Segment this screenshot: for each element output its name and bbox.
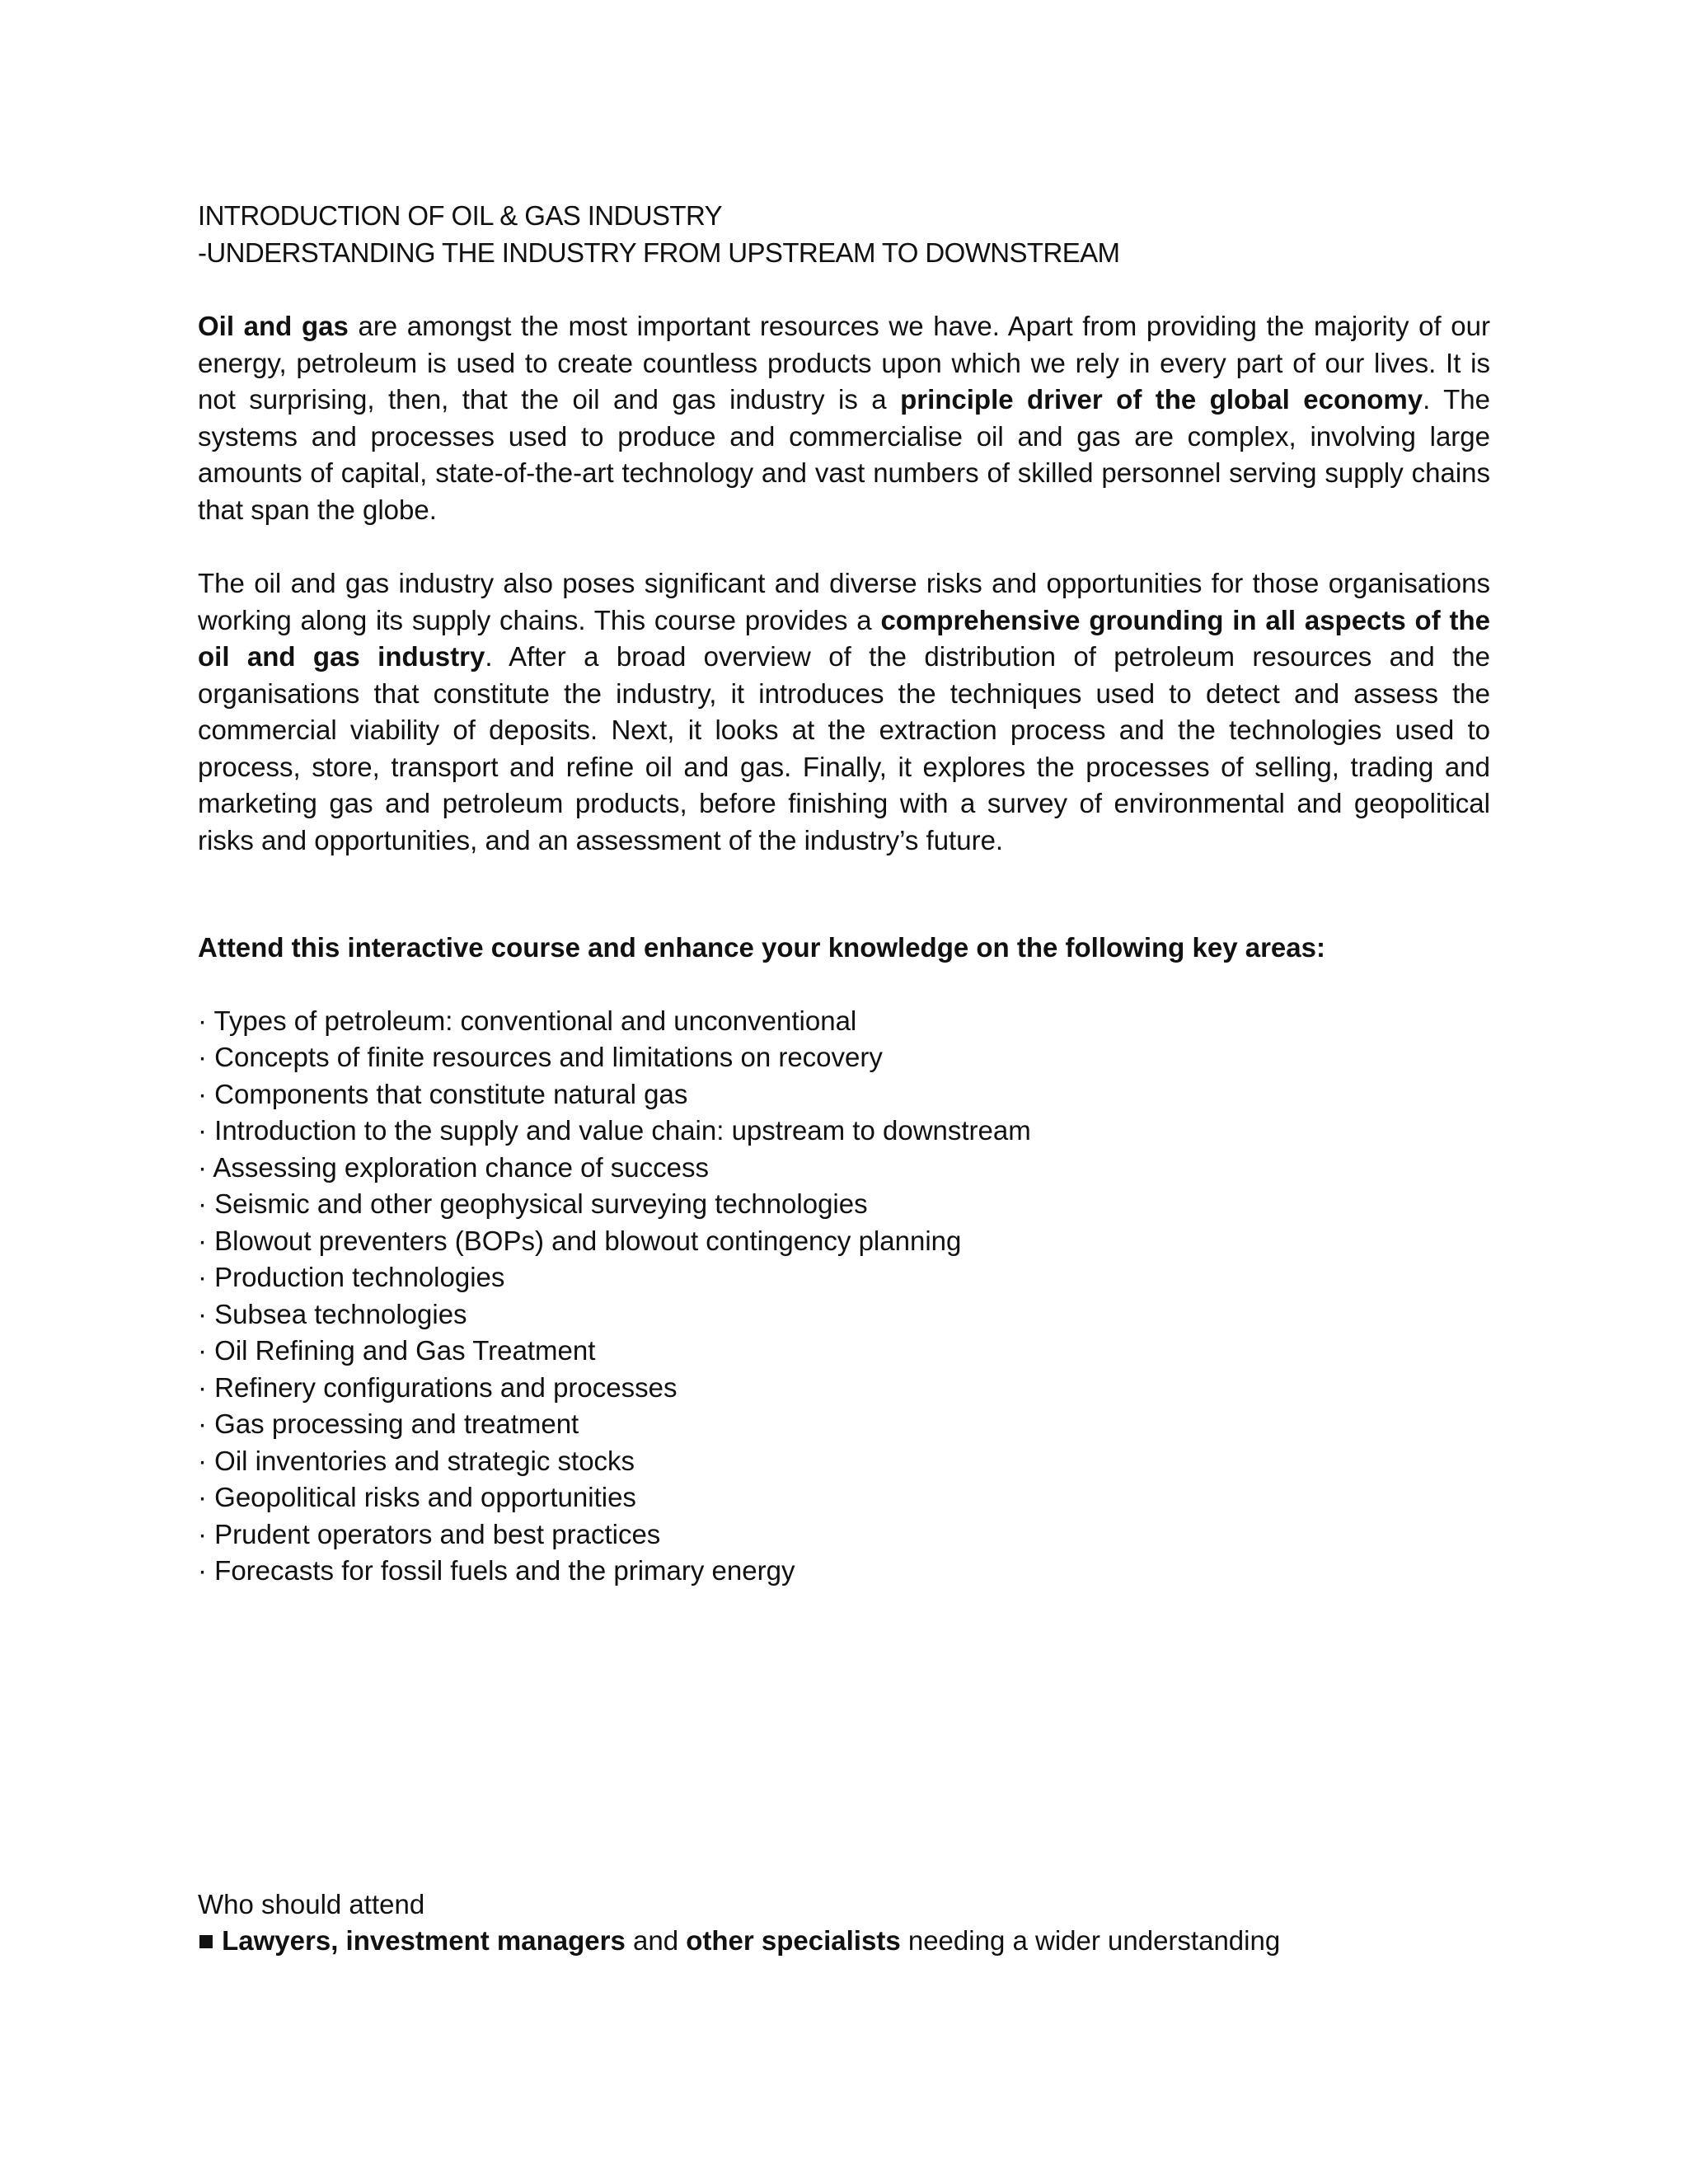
who-should-attend-title: Who should attend xyxy=(198,1888,425,1919)
list-item: · Assessing exploration chance of success xyxy=(198,1151,709,1183)
intro-text: . The systems and processes used to produce and commercialise oil and gas are complex, involving large amounts of capital, state-of-the-art technology and vast numbers of skilled personnel serving supply chains that span the globe. xyxy=(198,384,1490,525)
document-subtitle: -UNDERSTANDING THE INDUSTRY FROM UPSTREAM TO DOWNSTREAM xyxy=(198,237,1120,268)
list-item: · Types of petroleum: conventional and unconventional xyxy=(198,1005,857,1036)
list-item: · Blowout preventers (BOPs) and blowout contingency planning xyxy=(198,1225,962,1256)
who-bold-lawyers: Lawyers, investment managers xyxy=(222,1925,626,1956)
who-text: needing a wider understanding xyxy=(900,1925,1281,1956)
list-item: · Prudent operators and best practices xyxy=(198,1518,661,1549)
who-bold-specialists: other specialists xyxy=(686,1925,901,1956)
list-item: · Forecasts for fossil fuels and the primary energy xyxy=(198,1555,795,1586)
who-should-attend-item xyxy=(198,1923,1490,1960)
intro-text: . After a broad overview of the distribution of petroleum resources and the organisations that constitute the industry, it introduces the techniques used to detect and assess the commercial viability of deposits. Next, it looks at the extraction process and the technologies used to process, store, transport and refine oil and gas. Finally, it explores the processes of selling, trading and marketing gas and petroleum products, before finishing with a survey of environmental and geopolitical risks and opportunities, and an assessment of the industry’s future. xyxy=(198,641,1490,855)
intro-bold-oil-and-gas: Oil and gas xyxy=(198,311,349,341)
intro-text: The oil and gas industry also poses significant and diverse risks and opportunities for those organisations working along its supply chains. This course provides a xyxy=(198,568,1490,635)
list-item: · Refinery configurations and processes xyxy=(198,1371,678,1403)
list-item: · Concepts of finite resources and limitations on recovery xyxy=(198,1042,883,1072)
list-item: · Geopolitical risks and opportunities xyxy=(198,1482,636,1512)
key-areas-heading: Attend this interactive course and enhance your knowledge on the following key areas: xyxy=(198,932,1325,963)
key-areas-list xyxy=(198,1003,1490,1590)
list-item: · Oil Refining and Gas Treatment xyxy=(198,1335,596,1366)
list-item: · Components that constitute natural gas xyxy=(198,1078,688,1109)
intro-paragraph-1 xyxy=(198,308,1490,528)
document-title: INTRODUCTION OF OIL & GAS INDUSTRY xyxy=(198,200,722,231)
list-item: · Gas processing and treatment xyxy=(198,1408,579,1439)
list-item: · Introduction to the supply and value chain: upstream to downstream xyxy=(198,1115,1031,1146)
list-item: · Seismic and other geophysical surveying technologies xyxy=(198,1188,868,1219)
intro-bold-economy: principle driver of the global economy xyxy=(900,384,1423,415)
intro-bold-grounding: comprehensive grounding in all aspects of the oil and gas industry xyxy=(198,604,1490,672)
square-bullet-icon: ■ xyxy=(198,1925,223,1956)
document-page xyxy=(198,198,1490,1960)
list-item: · Subsea technologies xyxy=(198,1298,467,1329)
who-text: and xyxy=(625,1925,687,1956)
list-item: · Production technologies xyxy=(198,1262,505,1292)
list-item: · Oil inventories and strategic stocks xyxy=(198,1445,635,1476)
intro-text: are amongst the most important resources we have. Apart from providing the majority of our energy, petroleum is used to create countless products upon which we rely in every part of our lives. It is not surprising, then, that the oil and gas industry is a xyxy=(198,311,1491,415)
intro-paragraph-2 xyxy=(198,565,1490,859)
